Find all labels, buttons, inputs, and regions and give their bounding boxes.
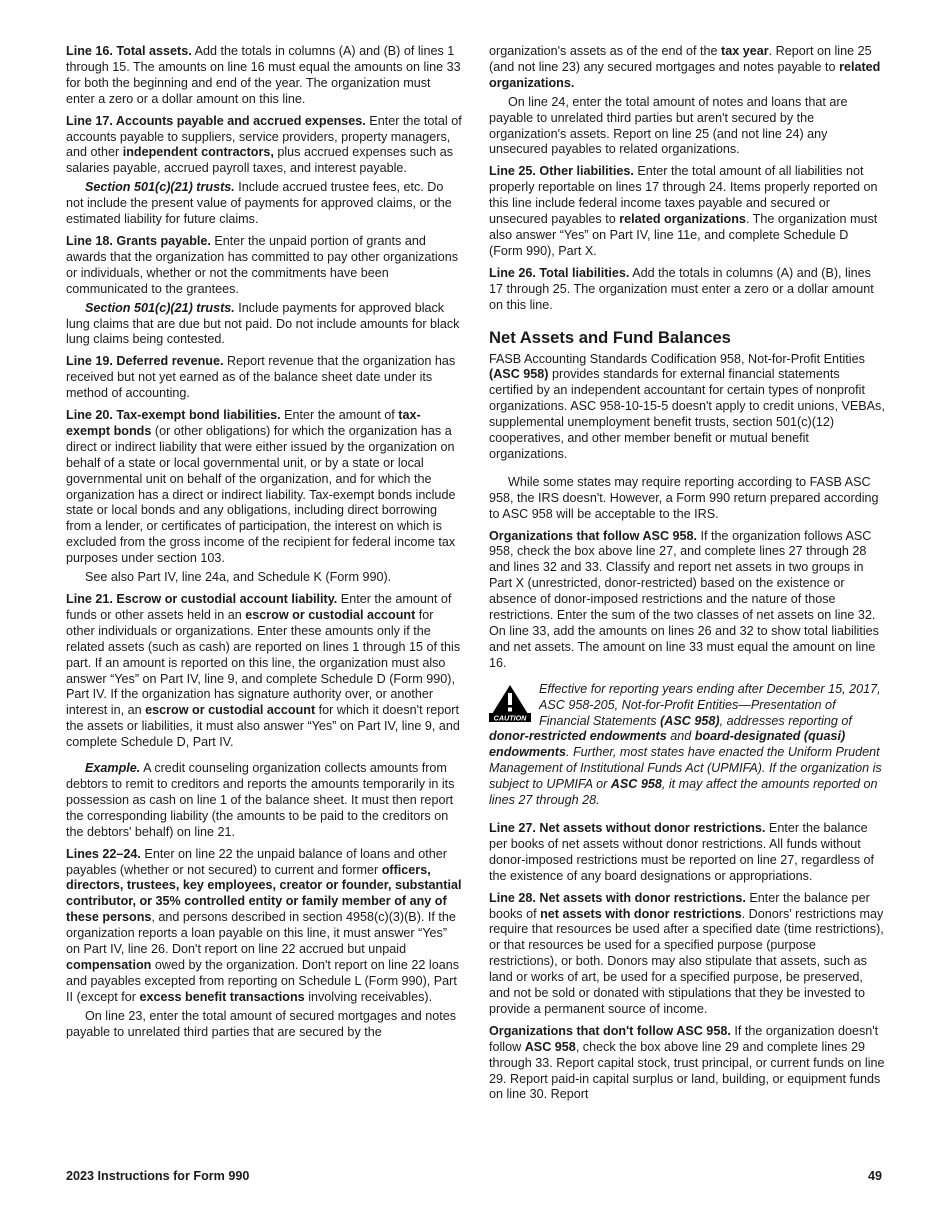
section-501-black-lung-paragraph: Section 501(c)(21) trusts. Include payments for approved black lung claims that are due but not paid. Do not include amounts for black lung claims being contested. xyxy=(66,300,460,347)
line-20-heading: Line 20. Tax-exempt bond liabilities. xyxy=(66,408,281,423)
lines-22-24-paragraph: Lines 22–24. Enter on line 22 the unpaid balance of loans and other payables (whether or not secured) to current and former officers, directors, trustees, key employees, creator or founder, substantial contributor, or 35% controlled entity or family member of any of these persons, and persons described in section 4958(c)(3)(B). If the organization reports a loan payable on this line, it must answer “Yes” on Part IV, line 26. Don't report on line 22 accrued but unpaid compensation owed by the organization. Don't report on line 22 loans and payables excepted from reporting on Schedule L (Form 990), Part II (except for excess benefit transactions involving receivables). xyxy=(66,846,462,1004)
example-paragraph: Example. A credit counseling organization collects amounts from debtors to remit to creditors and reports the amounts temporarily in its possession as cash on line 1 of the balance sheet. It must then report the corresponding liability (the amounts to be paid to the creditors on the debtors' behalf) on line 21. xyxy=(66,761,455,839)
states-paragraph: While some states may require reporting according to FASB ASC 958, the IRS doesn't. However, a Form 990 return prepared according to ASC 958 will be acceptable to the IRS. xyxy=(489,474,879,521)
line-28-heading: Line 28. Net assets with donor restrictions. xyxy=(489,890,746,905)
line-16-heading: Line 16. Total assets. xyxy=(66,44,192,58)
line-19-heading: Line 19. Deferred revenue. xyxy=(66,354,224,369)
follow-asc-958-paragraph: Organizations that follow ASC 958. If the organization follows ASC 958, check the box above line 27, and complete lines 27 through 28 and lines 32 and 33. Classify and report net assets in two groups in Part X (unrestricted, donor-restricted) based on the existence or absence of donor-imposed restrictions and the nature of those restrictions. Enter the sum of the two classes of net assets on line 32. On line 33, add the amounts on lines 26 and 32 to show total liabilities and net assets. The amount on line 33 must equal the amount on line 16. xyxy=(489,528,879,670)
left-column xyxy=(66,44,462,1046)
line-21-paragraph: Line 21. Escrow or custodial account liability. Enter the amount of funds or other assets held in an escrow or custodial account for other individuals or organizations. Enter these amounts only if the related assets (such as cash) are reported on lines 1 through 15 of this part. If an amount is reported on this line, the organization must also answer “Yes” on Part IV, line 9, and complete Schedule D (Form 990), Part IV. If the organization has signature authority over, or another interest in, an escrow or custodial account for which it doesn't report the assets or liabilities, it must also answer “Yes” on Part IV, line 9, and complete Schedule D, Part IV. xyxy=(66,592,461,750)
line-26-paragraph: Line 26. Total liabilities. Add the totals in columns (A) and (B), lines 17 through 25. The organization must enter a zero or a dollar amount on this line. xyxy=(489,265,874,312)
footer-title: 2023 Instructions for Form 990 xyxy=(66,1169,250,1183)
line-18-paragraph: Line 18. Grants payable. Enter the unpaid portion of grants and awards that the organization has committed to pay other organizations or individuals, whether or not the commitments have been communicated to the grantees. xyxy=(66,233,459,296)
line-28-paragraph: Line 28. Net assets with donor restrictions. Enter the balance per books of net assets with donor restrictions. Donors' restrictions may require that resources be used after a specified date (time restrictions), or that resources be used for a specified purpose (purpose restrictions), or both. Donors may also stipulate that assets, such as land or works of art, be used for a specified purpose, be preserved, and not be sold or donated with stipulations that they be invested to provide a permanent source of income. xyxy=(489,890,884,1016)
line-25-heading: Line 25. Other liabilities. xyxy=(489,164,634,179)
line-23-paragraph: On line 23, enter the total amount of secured mortgages and notes payable to unrelated third parties that are secured by the xyxy=(66,1008,457,1039)
line-17-paragraph: Line 17. Accounts payable and accrued expenses. Enter the total of accounts payable to suppliers, service providers, property managers, and other independent contractors, plus accrued expenses such as salaries payable, accrued payroll taxes, and interest payable. xyxy=(66,113,462,176)
line-25-paragraph: Line 25. Other liabilities. Enter the total amount of all liabilities not properly reportable on lines 17 through 24. Items properly reported on this line include federal income taxes payable and secured or unsecured payables to related organizations. The organization must also answer “Yes” on Part IV, line 11e, and complete Schedule D (Form 990), Part X. xyxy=(489,164,878,258)
section-501-heading: Section 501(c)(21) trusts. xyxy=(85,180,235,195)
line-27-heading: Line 27. Net assets without donor restrictions. xyxy=(489,820,766,835)
dont-follow-asc-958-paragraph: Organizations that don't follow ASC 958. If the organization doesn't follow ASC 958, check the box above line 29 and complete lines 29 through 33. Report capital stock, trust principal, or current funds on line 29. Report paid-in capital surplus or land, building, or equipment funds on line 30. Report xyxy=(489,1023,885,1102)
dont-follow-asc-958-heading: Organizations that don't follow ASC 958. xyxy=(489,1023,731,1038)
section-501-heading: Section 501(c)(21) trusts. xyxy=(85,300,235,315)
line-24-paragraph: On line 24, enter the total amount of notes and loans that are payable to unrelated third parties but aren't secured by the organization's assets. Report on line 25 (and not line 24) any unsecured payables to related organizations. xyxy=(489,94,848,157)
line-23-continued: organization's assets as of the end of the tax year. Report on line 25 (and not line 23) any secured mortgages and notes payable to related organizations. xyxy=(489,44,881,90)
follow-asc-958-heading: Organizations that follow ASC 958. xyxy=(489,528,698,543)
caution-label: CAUTION xyxy=(493,713,527,722)
example-heading: Example. xyxy=(85,761,141,776)
line-27-paragraph: Line 27. Net assets without donor restrictions. Enter the balance per books of net assets without donor restrictions. All funds without donor-imposed restrictions must be reported on line 27, regardless of the existence of any board designations or appropriations. xyxy=(489,820,875,883)
line-21-heading: Line 21. Escrow or custodial account liability. xyxy=(66,592,338,606)
caution-icon xyxy=(489,684,531,722)
line-19-paragraph: Line 19. Deferred revenue. Report revenue that the organization has received but not yet earned as of the balance sheet date under its method of accounting. xyxy=(66,354,456,401)
fasb-paragraph: FASB Accounting Standards Codification 958, Not-for-Profit Entities (ASC 958) provides standards for external financial statements certified by an independent accountant for certain types of nonprofit organizations. ASC 958-10-15-5 doesn't apply to credit unions, VEBAs, supplemental unemployment benefit trusts, section 501(c)(12) cooperatives, and other member benefit or mutual benefit organizations. xyxy=(489,351,885,461)
line-17-heading: Line 17. Accounts payable and accrued expenses. xyxy=(66,113,366,128)
page-number: 49 xyxy=(868,1169,883,1183)
lines-22-24-heading: Lines 22–24. xyxy=(66,846,141,861)
section-501-trusts-paragraph: Section 501(c)(21) trusts. Include accrued trustee fees, etc. Do not include the present value of payments for approved claims, or the estimated liability for future claims. xyxy=(66,180,452,227)
line-20-paragraph: Line 20. Tax-exempt bond liabilities. Enter the amount of tax-exempt bonds (or other obligations) for which the organization has a direct or indirect liability that were either issued by the organization on behalf of a state or local governmental unit, or by a state or local governmental unit on behalf of the organization, and for which the organization has a direct or indirect liability. Tax-exempt bonds include state or local bonds and any obligations, including direct borrowing from a lender, or certificates of participation, the interest on which is excluded from the gross income of the recipient for federal income tax purposes under section 103. xyxy=(66,408,456,566)
right-column xyxy=(489,44,885,1109)
line-18-heading: Line 18. Grants payable. xyxy=(66,233,211,248)
section-title: Net Assets and Fund Balances xyxy=(489,327,731,347)
caution-note: CAUTION Effective for reporting years ending after December 15, 2017, ASC 958-205, Not-for-Profit Entities—Presentation of Financial Statements (ASC 958), addresses reporting of donor-restricted endowments and board-designated (quasi) endowments. Further, most states have enacted the Uniform Prudent Management of Institutional Funds Act (UPMIFA). If the organization is subject to UPMIFA or ASC 958, it may affect the amounts reported on lines 27 through 28. xyxy=(489,681,882,808)
line-16-paragraph: Line 16. Total assets. Add the totals in columns (A) and (B) of lines 1 through 15. The amounts on line 16 must equal the amounts on line 33 for both the beginning and end of the year. The organization must enter a zero or a dollar amount on this line. xyxy=(66,44,461,106)
line-26-heading: Line 26. Total liabilities. xyxy=(489,265,630,280)
line-20-see-also: See also Part IV, line 24a, and Schedule K (Form 990). xyxy=(85,570,392,585)
